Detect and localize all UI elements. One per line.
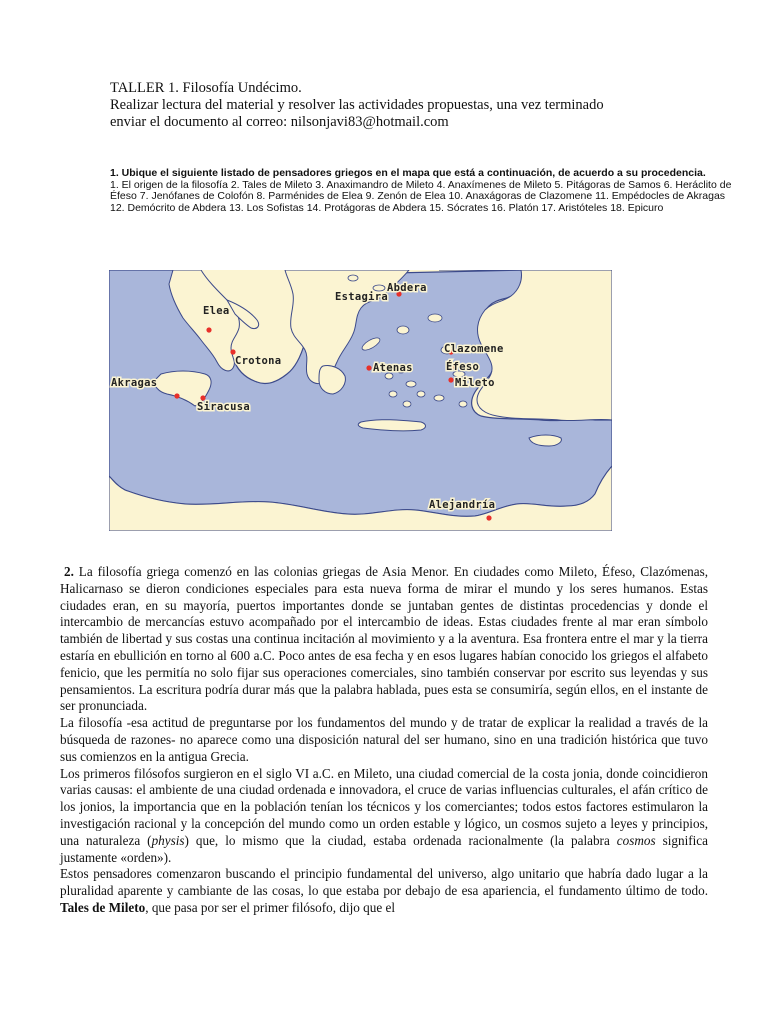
map-graphic <box>109 270 612 531</box>
label-siracusa: Siracusa <box>197 401 250 413</box>
name-tales: Tales de Mileto <box>60 899 146 915</box>
paragraph-4-text-a: Estos pensadores comenzaron buscando el principio fundamental del universo, algo unitario que habría dado lugar a la pluralidad aparente y cambiante de las cosas, lo que estaba por debajo de esa apariencia, el fundamento último de todo. <box>60 866 708 899</box>
assignment-instructions: Realizar lectura del material y resolver las actividades propuestas, una vez terminado <box>110 97 604 113</box>
assignment-email-line: enviar el documento al correo: nilsonjavi83@hotmail.com <box>110 114 449 130</box>
paragraph-1-number: 2. <box>64 564 74 579</box>
assignment-title: TALLER 1. Filosofía Undécimo. <box>110 80 302 96</box>
label-elea: Elea <box>203 305 230 317</box>
paragraph-4 <box>60 866 708 916</box>
paragraph-2: La filosofía -esa actitud de preguntarse por los fundamentos del mundo y de tratar de explicar la realidad a través de la búsqueda de razones- no aparece como una disposición natural del ser humano, sino en una tradición histórica que tuvo sus comienzos en la antigua Grecia. <box>60 715 708 764</box>
city-dot-elea <box>206 327 211 332</box>
paragraph-3-text-a: Los primeros filósofos surgieron en el siglo VI a.C. en Mileto, una ciudad comercial de la costa jonia, donde coincidieron varias causas: el ambiente de una ciudad ordenada e innovadora, el cruce de varias influencias culturales, el afán crítico de los jonios, la importancia que en la población tenían los técnicos y los comerciantes; todos estos factores estimularon la investigación racional y la concepción del mundo como un orden estable y lógico, un cosmos sujeto a leyes y principios, una naturaleza ( <box>60 765 708 848</box>
paragraph-1-text: La filosofía griega comenzó en las colonias griegas de Asia Menor. En ciudades como Mileto, Éfeso, Clazómenas, Halicarnaso se dieron condiciones especiales para esta nueva forma de mirar el mundo y los seres humanos. Estas ciudades eran, en su mayoría, puertos importantes donde se juntaban gentes de distintas procedencias y donde el intercambio de mercancías estuvo acompañado por el intercambio de ideas. Estas ciudades frente al mar eran símbolo también de libertad y sus costas una continua incitación al movimiento y a la aventura. Esa frontera entre el mar y la tierra estaría en ebullición en torno al 600 a.C. Poco antes de esa fecha y en esos lugares habían conocido los griegos el alfabeto fenicio, que les permitía no solo fijar sus operaciones comerciales, sino también conservar por escrito sus leyendas y sus pensamientos. La escritura podría durar más que la palabra hablada, pues esta se consumiría, según ellos, en el instante de ser pronunciada. <box>60 564 708 714</box>
paragraph-4-text-b: , que pasa por ser el primer filósofo, dijo que el <box>145 899 395 915</box>
city-dot-mileto <box>448 377 453 382</box>
label-akragas: Akragas <box>111 377 158 389</box>
paragraph-3-text-c: significa justamente «orden»). <box>60 832 709 865</box>
greek-world-map <box>109 270 612 531</box>
term-cosmos: cosmos <box>616 832 656 848</box>
term-physis: physis <box>151 832 185 848</box>
city-dot-akragas <box>174 393 179 398</box>
assignment-header <box>110 80 670 131</box>
label-abdera: Abdera <box>387 282 427 294</box>
city-dot-alejandria <box>486 515 491 520</box>
thinkers-list: 1. El origen de la filosofía 2. Tales de Mileto 3. Anaximandro de Mileto 4. Anaxímenes de Mileto 5. Pitágoras de Samos 6. Heráclito de Éfeso 7. Jenófanes de Colofón 8. Parménides de Elea 9. Zenón de Elea 10. Anaxágoras de Clazomene 11. Empédocles de Akragas 12. Demócrito de Abdera 13. Los Sofistas 14. Protágoras de Abdera 15. Sócrates 16. Platón 17. Aristóteles 18. Epicuro <box>110 178 732 214</box>
label-crotona: Crotona <box>235 355 282 367</box>
paragraph-1 <box>60 564 708 715</box>
label-clazomene: Clazomene <box>444 343 504 355</box>
reading-text <box>60 564 708 917</box>
activity-1 <box>110 168 734 214</box>
paragraph-3 <box>60 766 708 867</box>
activity-1-title: 1. Ubique el siguiente listado de pensadores griegos en el mapa que está a continuación, de acuerdo a su procedencia. <box>110 167 706 179</box>
label-mileto: Mileto <box>455 377 495 389</box>
paragraph-3-text-b: ) que, lo mismo que la ciudad, estaba ordenada racionalmente (la palabra <box>184 832 617 848</box>
city-dot-crotona <box>230 349 235 354</box>
city-dot-atenas <box>366 365 371 370</box>
label-efeso: Éfeso <box>446 361 480 373</box>
label-estagira: Estagira <box>335 291 388 303</box>
label-atenas: Atenas <box>373 362 413 374</box>
city-dot-siracusa <box>200 395 205 400</box>
label-alejandria: Alejandría <box>429 499 496 511</box>
